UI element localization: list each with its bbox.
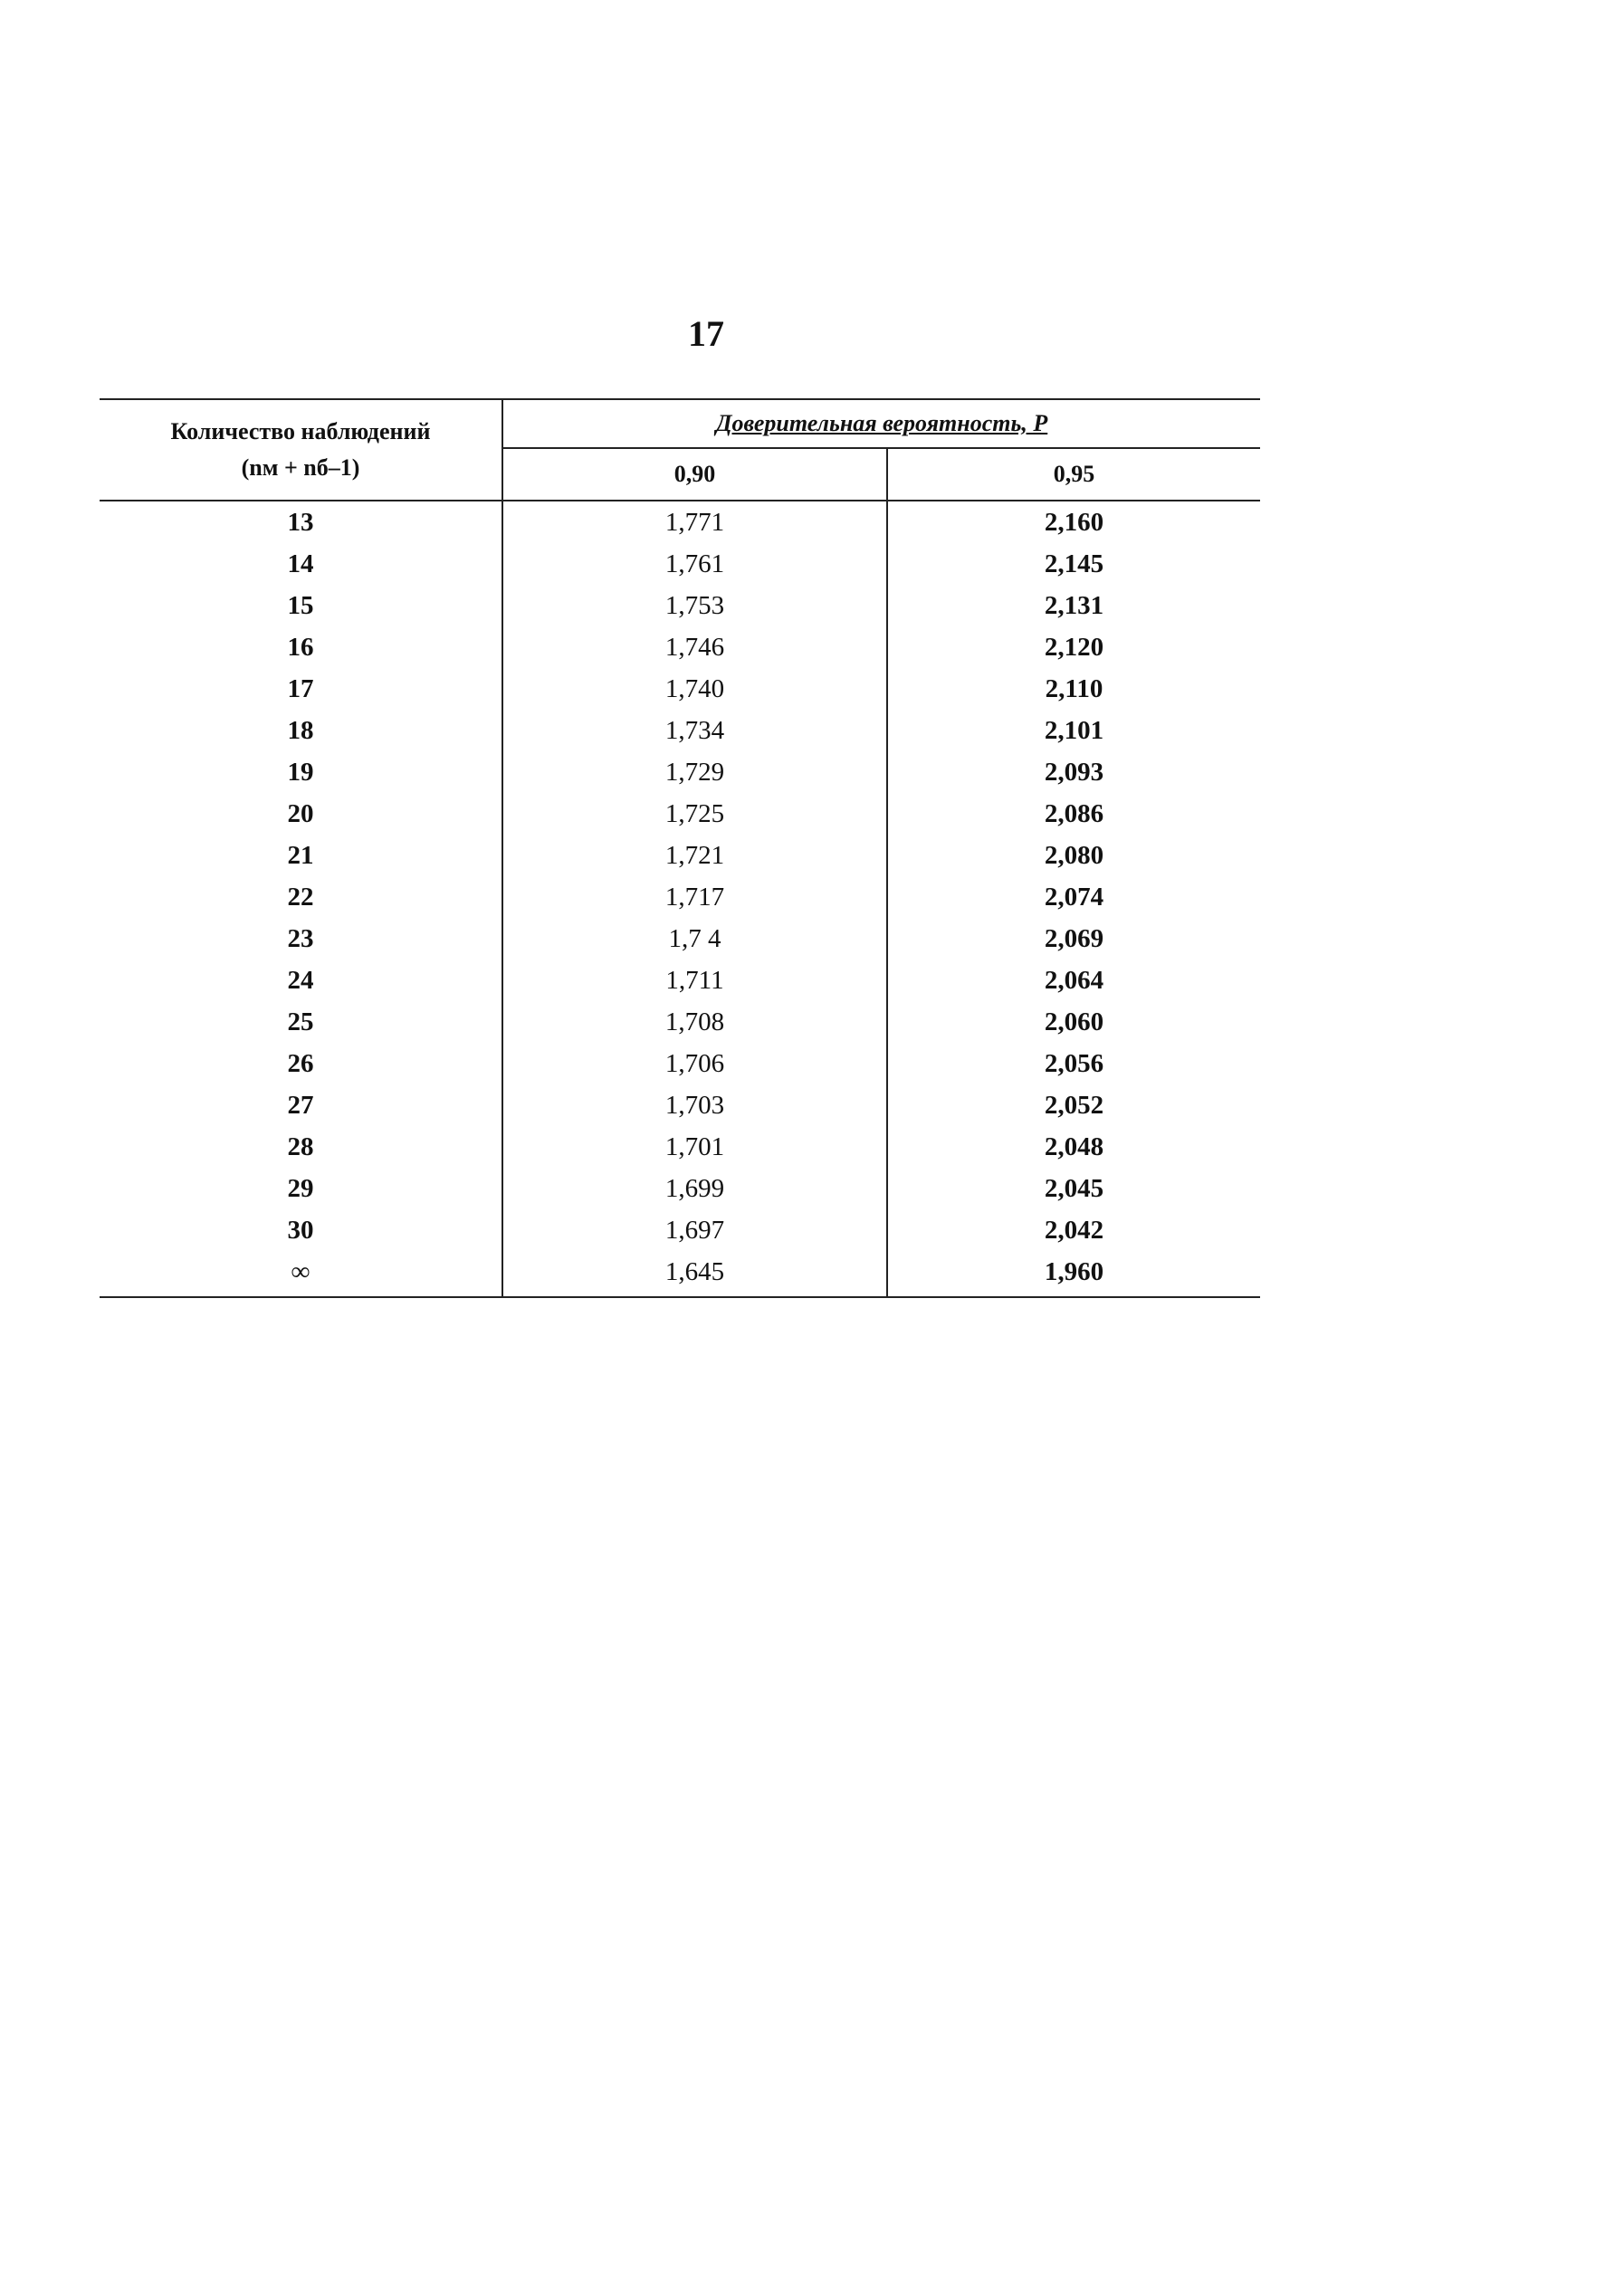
- level-header-090: 0,90: [502, 448, 887, 501]
- observations-cell: 15: [100, 585, 502, 626]
- probability-095-cell: 2,101: [1044, 715, 1104, 745]
- probability-095-cell: 2,093: [1044, 757, 1104, 787]
- table-body: [100, 501, 1260, 1297]
- observations-cell: 21: [100, 835, 502, 876]
- probability-090-cell: 1,725: [502, 793, 887, 835]
- table-row: [100, 793, 1260, 835]
- probability-095-cell: 2,048: [1044, 1131, 1104, 1161]
- observations-header-label: Количество наблюдений: [170, 418, 431, 444]
- table-row: [100, 918, 1260, 960]
- level-header-095: 0,95: [887, 448, 1260, 501]
- observations-cell: 23: [100, 918, 502, 960]
- observations-cell: 25: [100, 1001, 502, 1043]
- probability-090-cell: 1,753: [502, 585, 887, 626]
- probability-095-cell: 1,960: [887, 1251, 1260, 1297]
- probability-095-cell: 2,064: [1044, 965, 1104, 995]
- probability-095-cell: 2,110: [1045, 673, 1103, 703]
- table-row: [100, 876, 1260, 918]
- table-row: [100, 1168, 1260, 1209]
- probability-090-cell: 1,761: [502, 543, 887, 585]
- table-row: [100, 1084, 1260, 1126]
- table-row: [100, 668, 1260, 710]
- probability-095-cell: 2,145: [1044, 549, 1104, 578]
- probability-090-cell: 1,7 4: [502, 918, 887, 960]
- probability-095-cell: 2,052: [1044, 1090, 1104, 1120]
- table-row: [100, 1251, 1260, 1297]
- probability-090-cell: 1,699: [502, 1168, 887, 1209]
- table-row: [100, 751, 1260, 793]
- probability-090-cell: 1,645: [502, 1251, 887, 1297]
- table-row: [100, 835, 1260, 876]
- page-number: 17: [688, 313, 724, 354]
- table-row: [100, 1209, 1260, 1251]
- probability-095-cell: 2,080: [1044, 840, 1104, 870]
- probability-090-cell: 1,711: [502, 960, 887, 1001]
- probability-095-cell: 2,056: [1044, 1048, 1104, 1078]
- observations-cell: 27: [100, 1084, 502, 1126]
- table-row: [100, 543, 1260, 585]
- table-row: [100, 1043, 1260, 1084]
- probability-095-cell: 2,120: [1044, 632, 1104, 662]
- observations-cell: 22: [100, 876, 502, 918]
- observations-cell: 16: [100, 626, 502, 668]
- probability-090-cell: 1,697: [502, 1209, 887, 1251]
- observations-cell: 17: [100, 668, 502, 710]
- observations-cell: 13: [100, 501, 502, 543]
- probability-090-cell: 1,746: [502, 626, 887, 668]
- table-row: [100, 1001, 1260, 1043]
- observations-cell: 20: [100, 793, 502, 835]
- observations-cell: 26: [100, 1043, 502, 1084]
- probability-095-cell: 2,069: [1044, 923, 1104, 953]
- probability-090-cell: 1,706: [502, 1043, 887, 1084]
- observations-cell: 28: [100, 1126, 502, 1168]
- observations-cell: 29: [100, 1168, 502, 1209]
- observations-cell: ∞: [100, 1251, 502, 1297]
- table-row: [100, 1126, 1260, 1168]
- table-row: [100, 585, 1260, 626]
- probability-090-cell: 1,717: [502, 876, 887, 918]
- probability-column-header: Доверительная вероятность, P: [502, 399, 1260, 448]
- observations-cell: 19: [100, 751, 502, 793]
- probability-095-cell: 2,074: [1044, 882, 1104, 912]
- observations-header-formula: (nм + nб–1): [241, 454, 360, 481]
- probability-090-cell: 1,721: [502, 835, 887, 876]
- probability-090-cell: 1,740: [502, 668, 887, 710]
- observations-cell: 24: [100, 960, 502, 1001]
- table-header: [100, 399, 1260, 501]
- observations-cell: 18: [100, 710, 502, 751]
- probability-095-cell: 2,060: [1044, 1007, 1104, 1036]
- probability-090-cell: 1,703: [502, 1084, 887, 1126]
- probability-095-cell: 2,160: [1044, 507, 1104, 537]
- observations-cell: 14: [100, 543, 502, 585]
- t-distribution-table: [100, 398, 1260, 1298]
- probability-090-cell: 1,729: [502, 751, 887, 793]
- table-row: [100, 710, 1260, 751]
- observations-column-header: [100, 399, 502, 501]
- probability-090-cell: 1,708: [502, 1001, 887, 1043]
- table-row: [100, 960, 1260, 1001]
- probability-090-cell: 1,701: [502, 1126, 887, 1168]
- t-distribution-table-container: [100, 398, 1260, 1298]
- probability-090-cell: 1,771: [502, 501, 887, 543]
- table-row: [100, 626, 1260, 668]
- probability-095-cell: 2,086: [1044, 798, 1104, 828]
- probability-090-cell: 1,734: [502, 710, 887, 751]
- probability-095-cell: 2,045: [1044, 1173, 1104, 1203]
- probability-095-cell: 2,131: [1044, 590, 1104, 620]
- table-row: [100, 501, 1260, 543]
- observations-cell: 30: [100, 1209, 502, 1251]
- probability-095-cell: 2,042: [1044, 1215, 1104, 1245]
